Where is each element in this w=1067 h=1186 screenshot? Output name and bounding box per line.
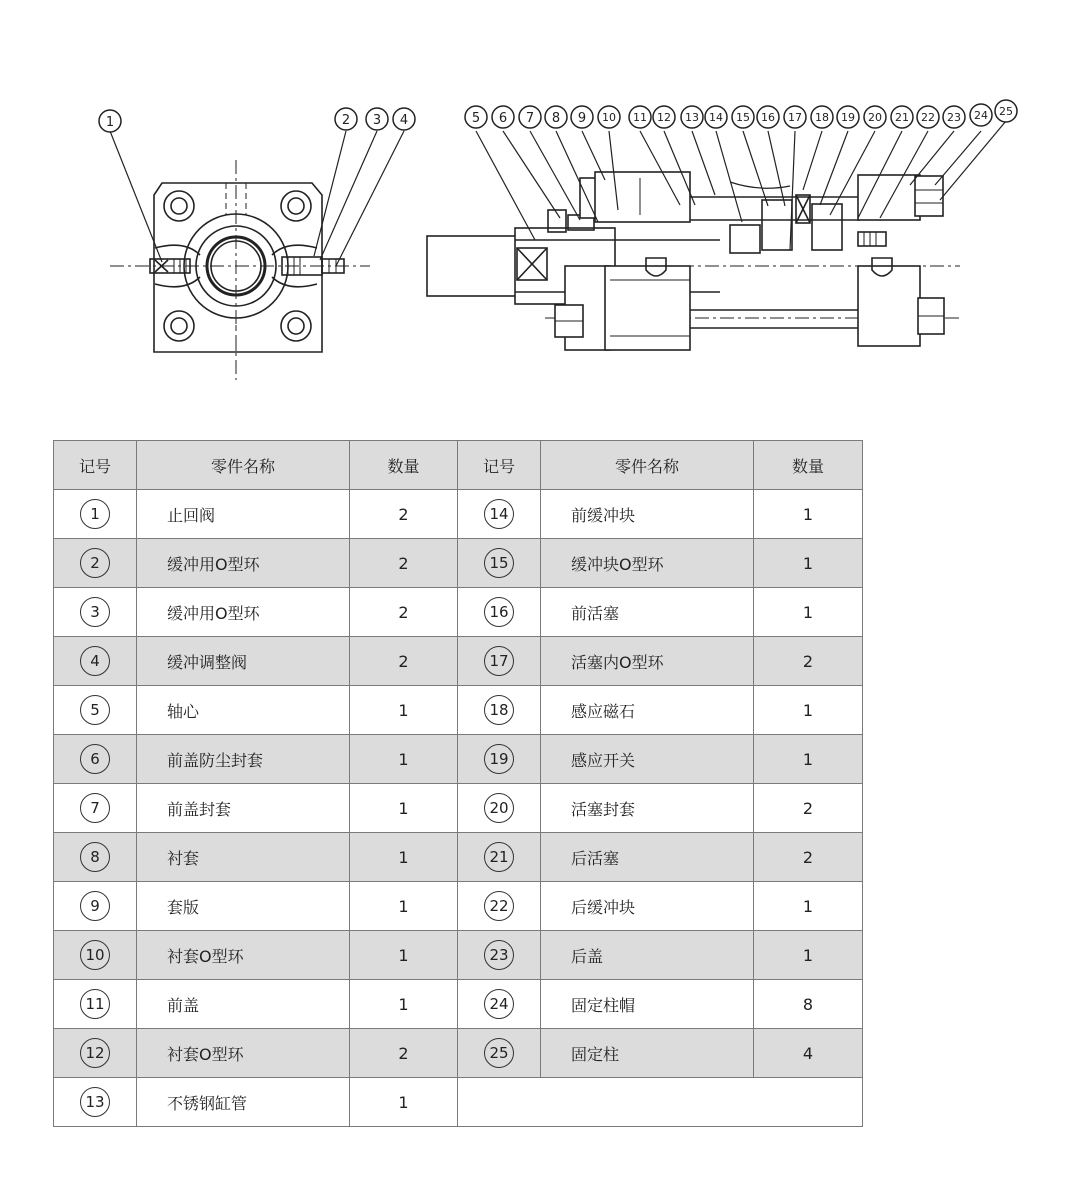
callout-label: 11 — [633, 111, 647, 124]
part-number-badge: 13 — [80, 1087, 110, 1117]
part-quantity: 2 — [350, 588, 458, 637]
part-number-cell — [458, 686, 541, 735]
part-name: 固定柱 — [541, 1029, 754, 1078]
callout-8 — [545, 106, 567, 128]
part-number-badge: 16 — [484, 597, 514, 627]
callout-label: 15 — [736, 111, 750, 124]
part-number-cell — [54, 931, 137, 980]
callout-17 — [784, 106, 806, 128]
part-number-cell — [54, 539, 137, 588]
part-quantity: 1 — [350, 735, 458, 784]
part-quantity: 1 — [350, 882, 458, 931]
table-header-row — [54, 441, 863, 490]
callout-label: 23 — [947, 111, 961, 124]
parts-table — [53, 440, 863, 1127]
part-quantity: 2 — [350, 637, 458, 686]
part-number-badge: 3 — [80, 597, 110, 627]
part-number-badge: 23 — [484, 940, 514, 970]
part-name: 前缓冲块 — [541, 490, 754, 539]
part-quantity: 1 — [754, 588, 863, 637]
callout-label: 24 — [974, 109, 988, 122]
callout-19 — [837, 106, 859, 128]
part-number-badge: 5 — [80, 695, 110, 725]
table-row — [54, 882, 863, 931]
part-name: 前盖 — [137, 980, 350, 1029]
part-name: 后缓冲块 — [541, 882, 754, 931]
part-quantity: 1 — [350, 980, 458, 1029]
callout-label: 8 — [551, 111, 561, 126]
part-number-cell — [54, 490, 137, 539]
part-quantity: 1 — [350, 1078, 458, 1127]
part-number-cell — [458, 637, 541, 686]
callout-9 — [571, 106, 593, 128]
part-quantity: 1 — [754, 490, 863, 539]
callout-6 — [492, 106, 514, 128]
part-number-badge: 17 — [484, 646, 514, 676]
part-number-cell — [54, 686, 137, 735]
part-number-cell — [458, 784, 541, 833]
part-name: 套版 — [137, 882, 350, 931]
part-number-badge: 8 — [80, 842, 110, 872]
callout-label: 19 — [841, 111, 855, 124]
part-name: 缓冲调整阀 — [137, 637, 350, 686]
part-number-badge: 22 — [484, 891, 514, 921]
part-quantity: 2 — [754, 637, 863, 686]
callout-22 — [917, 106, 939, 128]
part-name: 前盖防尘封套 — [137, 735, 350, 784]
part-number-badge: 25 — [484, 1038, 514, 1068]
part-number-badge: 24 — [484, 989, 514, 1019]
header-name: 零件名称 — [137, 441, 350, 490]
part-name: 衬套O型环 — [137, 1029, 350, 1078]
part-quantity: 1 — [754, 686, 863, 735]
callout-7 — [519, 106, 541, 128]
callout-3 — [366, 108, 388, 130]
part-number-badge: 6 — [80, 744, 110, 774]
callout-10 — [598, 106, 620, 128]
part-quantity: 1 — [350, 833, 458, 882]
header-id: 记号 — [54, 441, 137, 490]
callout-label: 13 — [685, 111, 699, 124]
part-quantity: 4 — [754, 1029, 863, 1078]
callout-label: 12 — [657, 111, 671, 124]
callout-label: 21 — [895, 111, 909, 124]
callout-16 — [757, 106, 779, 128]
table-row — [54, 833, 863, 882]
part-number-cell — [54, 1078, 137, 1127]
part-number-badge: 9 — [80, 891, 110, 921]
table-body — [54, 490, 863, 1127]
table-row — [54, 539, 863, 588]
callout-2 — [335, 108, 357, 130]
part-number-cell — [54, 735, 137, 784]
callout-15 — [732, 106, 754, 128]
callout-label: 2 — [341, 113, 351, 128]
part-name: 轴心 — [137, 686, 350, 735]
part-quantity: 1 — [754, 539, 863, 588]
part-number-badge: 4 — [80, 646, 110, 676]
empty-cell — [458, 1078, 863, 1127]
part-quantity: 8 — [754, 980, 863, 1029]
callout-label: 17 — [788, 111, 802, 124]
part-quantity: 2 — [350, 539, 458, 588]
part-number-cell — [458, 882, 541, 931]
part-quantity: 2 — [350, 490, 458, 539]
part-quantity: 1 — [350, 686, 458, 735]
callout-label: 10 — [602, 111, 616, 124]
table-row — [54, 490, 863, 539]
callout-11 — [629, 106, 651, 128]
callout-label: 14 — [709, 111, 723, 124]
table-row — [54, 931, 863, 980]
part-number-badge: 19 — [484, 744, 514, 774]
callout-12 — [653, 106, 675, 128]
part-number-badge: 18 — [484, 695, 514, 725]
callout-label: 22 — [921, 111, 935, 124]
part-number-cell — [54, 637, 137, 686]
header-id: 记号 — [458, 441, 541, 490]
callout-label: 3 — [372, 113, 382, 128]
part-quantity: 2 — [754, 784, 863, 833]
part-number-badge: 2 — [80, 548, 110, 578]
table-row — [54, 1078, 863, 1127]
part-name: 缓冲块O型环 — [541, 539, 754, 588]
part-name: 缓冲用O型环 — [137, 539, 350, 588]
part-number-badge: 14 — [484, 499, 514, 529]
callout-label: 6 — [498, 111, 508, 126]
table-row — [54, 637, 863, 686]
part-name: 活塞封套 — [541, 784, 754, 833]
part-number-cell — [458, 490, 541, 539]
callout-13 — [681, 106, 703, 128]
part-number-badge: 7 — [80, 793, 110, 823]
part-number-cell — [54, 784, 137, 833]
part-name: 感应磁石 — [541, 686, 754, 735]
end-view — [110, 160, 370, 380]
part-name: 前盖封套 — [137, 784, 350, 833]
callout-1 — [99, 110, 121, 132]
part-number-badge: 1 — [80, 499, 110, 529]
part-name: 止回阀 — [137, 490, 350, 539]
callout-label: 5 — [471, 111, 481, 126]
part-number-cell — [54, 980, 137, 1029]
callout-label: 7 — [525, 111, 535, 126]
part-number-badge: 15 — [484, 548, 514, 578]
callout-label: 4 — [399, 113, 409, 128]
callout-25 — [995, 100, 1017, 122]
part-number-badge: 20 — [484, 793, 514, 823]
callout-23 — [943, 106, 965, 128]
part-quantity: 1 — [754, 931, 863, 980]
part-number-cell — [458, 833, 541, 882]
callout-18 — [811, 106, 833, 128]
part-quantity: 1 — [754, 735, 863, 784]
table-row — [54, 1029, 863, 1078]
part-quantity: 2 — [350, 1029, 458, 1078]
table-row — [54, 735, 863, 784]
part-name: 后活塞 — [541, 833, 754, 882]
part-name: 缓冲用O型环 — [137, 588, 350, 637]
callout-label: 1 — [105, 115, 115, 130]
callout-label: 20 — [868, 111, 882, 124]
side-view — [427, 172, 960, 350]
table-row — [54, 784, 863, 833]
part-number-cell — [54, 1029, 137, 1078]
part-number-cell — [458, 588, 541, 637]
part-name: 感应开关 — [541, 735, 754, 784]
callout-label: 9 — [577, 111, 587, 126]
part-number-cell — [54, 833, 137, 882]
callout-20 — [864, 106, 886, 128]
table-row — [54, 686, 863, 735]
callout-5 — [465, 106, 487, 128]
header-name: 零件名称 — [541, 441, 754, 490]
cylinder-drawing — [0, 0, 1067, 420]
part-number-badge: 11 — [80, 989, 110, 1019]
table-row — [54, 588, 863, 637]
part-name: 活塞内O型环 — [541, 637, 754, 686]
part-name: 固定柱帽 — [541, 980, 754, 1029]
part-number-badge: 10 — [80, 940, 110, 970]
part-quantity: 1 — [754, 882, 863, 931]
callout-24 — [970, 104, 992, 126]
part-name: 衬套O型环 — [137, 931, 350, 980]
callout-label: 18 — [815, 111, 829, 124]
part-number-badge: 21 — [484, 842, 514, 872]
callout-21 — [891, 106, 913, 128]
part-quantity: 2 — [754, 833, 863, 882]
part-number-cell — [458, 1029, 541, 1078]
part-number-cell — [54, 882, 137, 931]
header-qty: 数量 — [350, 441, 458, 490]
table-row — [54, 980, 863, 1029]
callout-label: 25 — [999, 105, 1013, 118]
part-quantity: 1 — [350, 784, 458, 833]
callout-14 — [705, 106, 727, 128]
header-qty: 数量 — [754, 441, 863, 490]
part-name: 前活塞 — [541, 588, 754, 637]
part-number-cell — [458, 980, 541, 1029]
part-name: 衬套 — [137, 833, 350, 882]
part-number-badge: 12 — [80, 1038, 110, 1068]
part-number-cell — [458, 539, 541, 588]
part-name: 不锈钢缸管 — [137, 1078, 350, 1127]
part-number-cell — [458, 735, 541, 784]
callout-label: 16 — [761, 111, 775, 124]
callout-4 — [393, 108, 415, 130]
part-number-cell — [54, 588, 137, 637]
part-quantity: 1 — [350, 931, 458, 980]
part-number-cell — [458, 931, 541, 980]
part-name: 后盖 — [541, 931, 754, 980]
